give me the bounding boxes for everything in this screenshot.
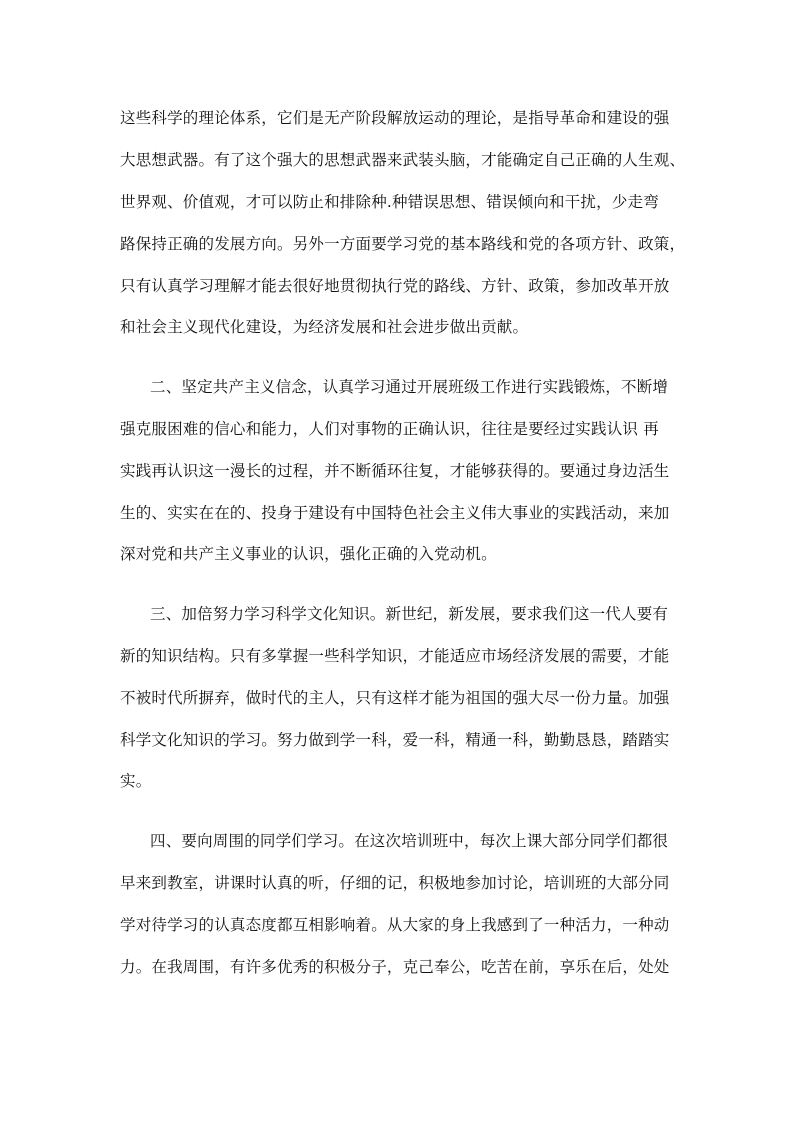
paragraph-2-line-5: 深对党和共产主义事业的认识，强化正确的入党动机。 [120, 545, 497, 563]
paragraph-2-line-1: 二、坚定共产主义信念，认真学习通过开展班级工作进行实践锻炼，不断增 [150, 378, 669, 396]
paragraph-4-line-2: 早来到教室，讲课时认真的听，仔细的记，积极地参加讨论，培训班的大部分同 [120, 874, 670, 892]
paragraph-4-line-4: 力。在我周围，有许多优秀的积极分子，克己奉公，吃苦在前，享乐在后，处处 [120, 958, 670, 976]
paragraph-4-line-1: 四、要向周围的同学们学习。在这次培训班中，每次上课大部分同学们都很 [150, 832, 669, 850]
paragraph-3-line-1: 三、加倍努力学习科学文化知识。新世纪，新发展，要求我们这一代人要有 [150, 605, 669, 623]
paragraph-2-line-2: 强克服困难的信心和能力，人们对事物的正确认识，往往是要经过实践认识 再 [120, 420, 659, 438]
paragraph-2-line-3: 实践再认识这一漫长的过程，并不断循环往复，才能够获得的。要通过身边活生 [120, 462, 670, 480]
paragraph-3-line-4: 科学文化知识的学习。努力做到学一科，爱一科，精通一科，勤勤恳恳，踏踏实 [120, 731, 670, 749]
paragraph-1-line-5: 只有认真学习理解才能去很好地贯彻执行党的路线、方针、政策，参加改革开放 [120, 277, 670, 295]
paragraph-3-line-3: 不被时代所摒弃，做时代的主人，只有这样才能为祖国的强大尽一份力量。加强 [120, 689, 670, 707]
paragraph-1-line-4: 路保持正确的发展方向。另外一方面要学习党的基本路线和党的各项方针、政策， [120, 235, 686, 253]
paragraph-1-line-3: 世界观、价值观，才可以防止和排除种.种错误思想、错误倾向和干扰，少走弯 [120, 193, 659, 211]
paragraph-1-line-6: 和社会主义现代化建设，为经济发展和社会进步做出贡献。 [120, 318, 529, 336]
paragraph-1-line-2: 大思想武器。有了这个强大的思想武器来武装头脑，才能确定自己正确的人生观、 [120, 151, 686, 169]
paragraph-2-line-4: 生的、实实在在的、投身于建设有中国特色社会主义伟大事业的实践活动，来加 [120, 504, 670, 522]
paragraph-1-line-1: 这些科学的理论体系，它们是无产阶段解放运动的理论，是指导革命和建设的强 [120, 109, 670, 127]
paragraph-3-line-2: 新的知识结构。只有多掌握一些科学知识，才能适应市场经济发展的需要，才能 [120, 647, 670, 665]
paragraph-3-line-5: 实。 [120, 772, 152, 790]
paragraph-4-line-3: 学对待学习的认真态度都互相影响着。从大家的身上我感到了一种活力，一种动 [120, 916, 670, 934]
